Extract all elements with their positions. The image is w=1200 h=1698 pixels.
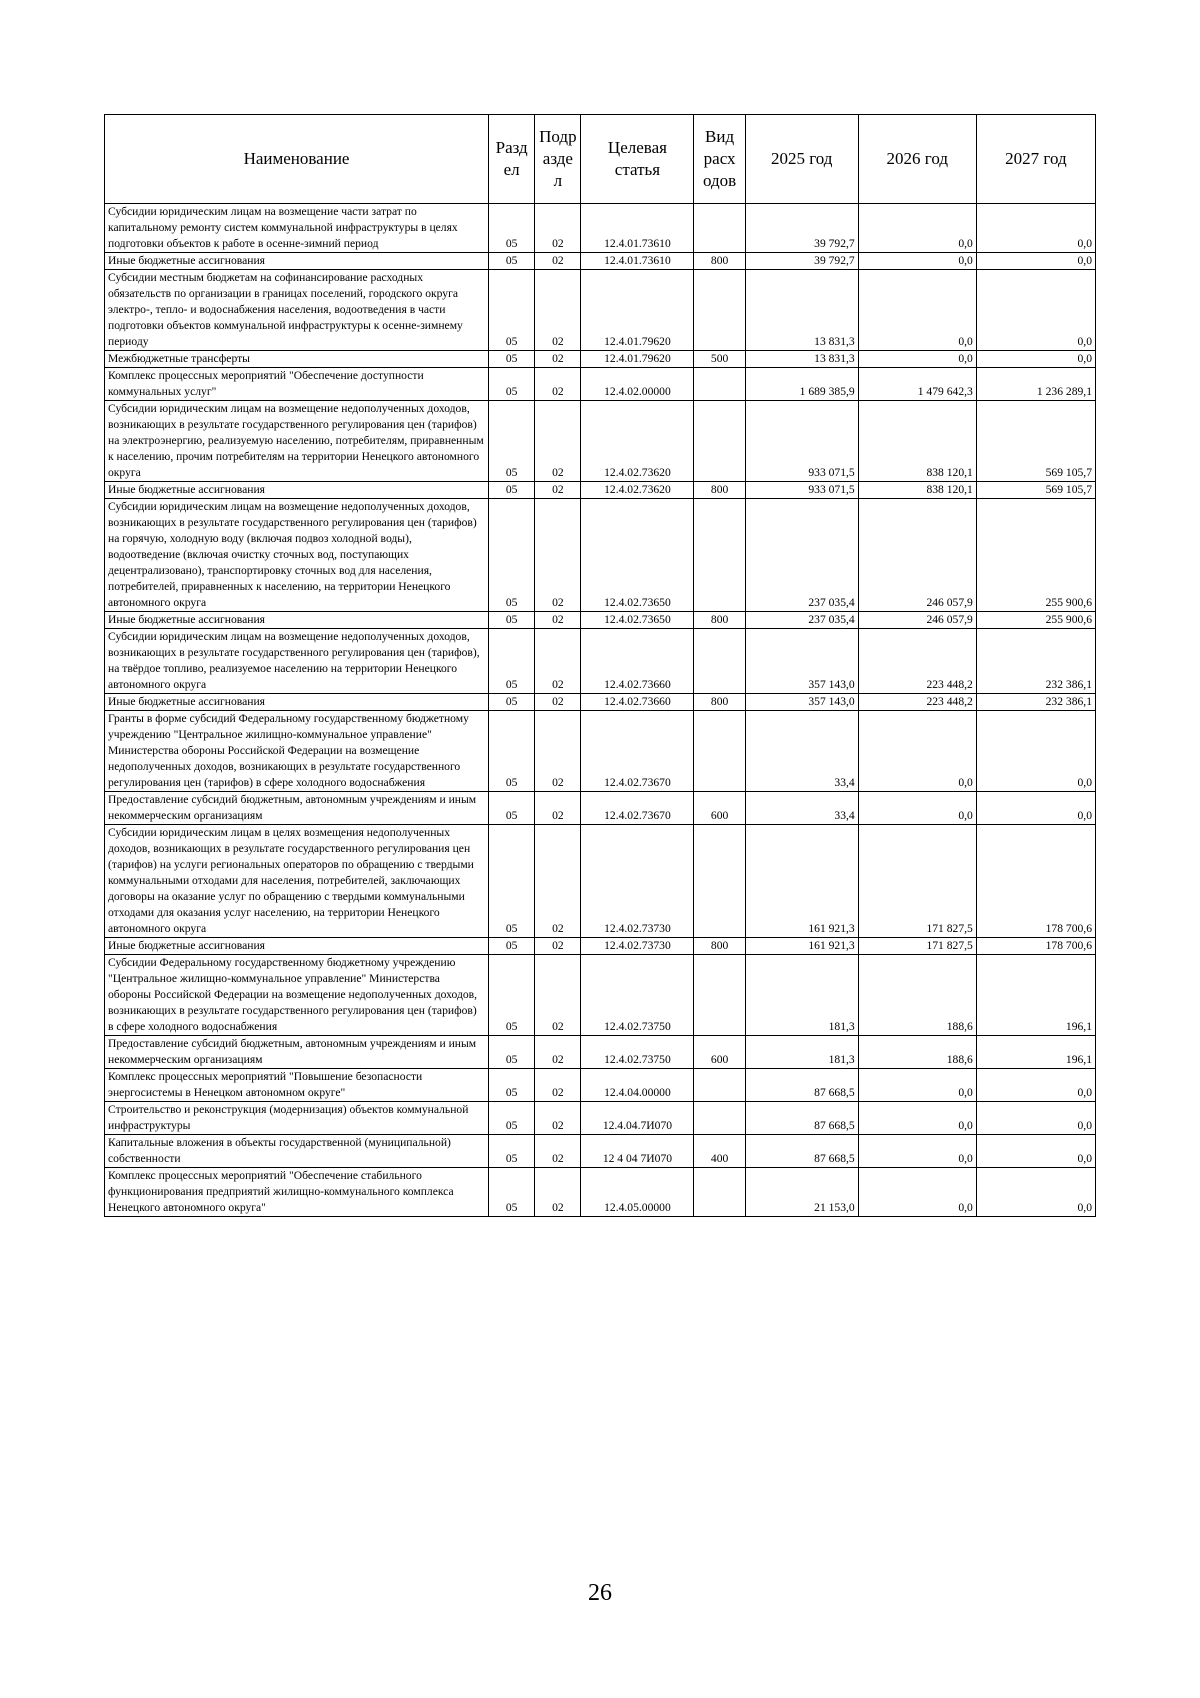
row-value-2025: 237 035,4 [745,499,858,612]
header-target-article: Целевая статья [581,115,694,204]
row-subsection: 02 [535,694,581,711]
row-name: Иные бюджетные ассигнования [105,253,489,270]
row-value-2027: 0,0 [976,1102,1095,1135]
row-expense-type [694,401,745,482]
row-value-2027: 0,0 [976,204,1095,253]
row-name: Субсидии юридическим лицам на возмещение недополученных доходов, возникающих в результате государственного регулирования цен (тарифов) на горячую, холодную воду (включая подвоз холодной воды), водоотведение (включая очистку сточных вод, поступающих децентрализовано), транспортировку сточных вод для населения, потребителей, приравненных к населению, на территории Ненецкого автономного округа [105,499,489,612]
row-value-2027: 0,0 [976,270,1095,351]
row-expense-type: 600 [694,792,745,825]
row-section: 05 [489,612,535,629]
table-row [105,825,1096,938]
row-subsection: 02 [535,938,581,955]
row-subsection: 02 [535,482,581,499]
table-row [105,368,1096,401]
row-name: Комплекс процессных мероприятий "Обеспечение стабильного функционирования предприятий жилищно-коммунального комплекса Ненецкого автономного округа" [105,1168,489,1217]
row-name: Предоставление субсидий бюджетным, автономным учреждениям и иным некоммерческим организациям [105,792,489,825]
row-section: 05 [489,825,535,938]
row-value-2026: 0,0 [858,204,976,253]
row-target-article: 12.4.01.73610 [581,253,694,270]
table-row [105,204,1096,253]
row-target-article: 12.4.02.73620 [581,482,694,499]
row-subsection: 02 [535,612,581,629]
row-value-2027: 0,0 [976,711,1095,792]
row-value-2025: 161 921,3 [745,938,858,955]
row-subsection: 02 [535,204,581,253]
row-value-2025: 39 792,7 [745,253,858,270]
row-value-2027: 196,1 [976,1036,1095,1069]
row-expense-type: 500 [694,351,745,368]
row-expense-type [694,711,745,792]
row-target-article: 12.4.02.73750 [581,1036,694,1069]
row-value-2027: 255 900,6 [976,612,1095,629]
header-subsection: Подр азде л [535,115,581,204]
row-value-2027: 232 386,1 [976,694,1095,711]
row-value-2027: 178 700,6 [976,825,1095,938]
row-expense-type: 800 [694,253,745,270]
header-year-2025: 2025 год [745,115,858,204]
row-section: 05 [489,482,535,499]
table-row [105,1168,1096,1217]
row-subsection: 02 [535,499,581,612]
row-value-2027: 0,0 [976,253,1095,270]
row-value-2026: 838 120,1 [858,401,976,482]
row-section: 05 [489,1135,535,1168]
row-subsection: 02 [535,1036,581,1069]
row-section: 05 [489,1069,535,1102]
row-section: 05 [489,711,535,792]
row-value-2027: 255 900,6 [976,499,1095,612]
row-value-2026: 0,0 [858,792,976,825]
row-subsection: 02 [535,1135,581,1168]
table-row [105,629,1096,694]
table-row [105,351,1096,368]
row-section: 05 [489,499,535,612]
row-name: Комплекс процессных мероприятий "Обеспечение доступности коммунальных услуг" [105,368,489,401]
row-value-2026: 188,6 [858,955,976,1036]
row-value-2025: 13 831,3 [745,270,858,351]
row-target-article: 12.4.01.79620 [581,270,694,351]
row-subsection: 02 [535,401,581,482]
row-expense-type [694,368,745,401]
row-target-article: 12.4.02.73650 [581,499,694,612]
row-value-2026: 246 057,9 [858,499,976,612]
row-section: 05 [489,401,535,482]
header-name: Наименование [105,115,489,204]
row-subsection: 02 [535,711,581,792]
row-name: Строительство и реконструкция (модернизация) объектов коммунальной инфраструктуры [105,1102,489,1135]
row-expense-type: 800 [694,612,745,629]
row-value-2026: 188,6 [858,1036,976,1069]
row-value-2026: 0,0 [858,1069,976,1102]
row-value-2026: 0,0 [858,270,976,351]
row-target-article: 12.4.02.73750 [581,955,694,1036]
table-row [105,711,1096,792]
row-name: Субсидии юридическим лицам на возмещение недополученных доходов, возникающих в результате государственного регулирования цен (тарифов) на электроэнергию, реализуемую населению, потребителям, приравненным к населению, прочим потребителям на территории Ненецкого автономного округа [105,401,489,482]
row-target-article: 12.4.02.73670 [581,711,694,792]
row-value-2026: 171 827,5 [858,938,976,955]
row-value-2025: 87 668,5 [745,1069,858,1102]
row-value-2027: 196,1 [976,955,1095,1036]
row-value-2025: 933 071,5 [745,401,858,482]
row-section: 05 [489,1168,535,1217]
row-value-2026: 0,0 [858,711,976,792]
table-row [105,792,1096,825]
row-target-article: 12.4.02.73650 [581,612,694,629]
row-expense-type [694,825,745,938]
row-value-2025: 33,4 [745,711,858,792]
row-name: Иные бюджетные ассигнования [105,482,489,499]
row-section: 05 [489,694,535,711]
row-value-2025: 13 831,3 [745,351,858,368]
row-expense-type [694,1069,745,1102]
row-section: 05 [489,955,535,1036]
row-expense-type [694,629,745,694]
row-value-2026: 0,0 [858,1135,976,1168]
row-value-2027: 569 105,7 [976,401,1095,482]
row-expense-type: 400 [694,1135,745,1168]
row-subsection: 02 [535,629,581,694]
row-section: 05 [489,1036,535,1069]
page-number: 26 [588,1580,612,1606]
row-value-2025: 237 035,4 [745,612,858,629]
row-subsection: 02 [535,1168,581,1217]
row-subsection: 02 [535,351,581,368]
table-row [105,253,1096,270]
row-expense-type [694,499,745,612]
row-target-article: 12.4.02.73660 [581,694,694,711]
row-name: Межбюджетные трансферты [105,351,489,368]
row-value-2025: 1 689 385,9 [745,368,858,401]
row-target-article: 12.4.02.73670 [581,792,694,825]
row-expense-type [694,270,745,351]
row-target-article: 12.4.02.73620 [581,401,694,482]
table-row [105,1102,1096,1135]
row-value-2027: 569 105,7 [976,482,1095,499]
row-value-2026: 0,0 [858,1102,976,1135]
row-target-article: 12.4.01.79620 [581,351,694,368]
row-subsection: 02 [535,1102,581,1135]
row-value-2027: 1 236 289,1 [976,368,1095,401]
row-subsection: 02 [535,368,581,401]
row-value-2025: 181,3 [745,955,858,1036]
row-value-2027: 232 386,1 [976,629,1095,694]
header-section: Разд ел [489,115,535,204]
row-target-article: 12.4.02.73730 [581,938,694,955]
table-row [105,401,1096,482]
row-value-2025: 87 668,5 [745,1135,858,1168]
row-target-article: 12.4.02.00000 [581,368,694,401]
table-header [105,115,1096,204]
table-row [105,499,1096,612]
row-name: Комплекс процессных мероприятий "Повышение безопасности энергосистемы в Ненецком автономном округе" [105,1069,489,1102]
row-section: 05 [489,368,535,401]
row-value-2025: 39 792,7 [745,204,858,253]
row-value-2026: 223 448,2 [858,694,976,711]
row-target-article: 12.4.05.00000 [581,1168,694,1217]
table-row [105,482,1096,499]
row-value-2025: 181,3 [745,1036,858,1069]
row-value-2027: 0,0 [976,1135,1095,1168]
row-expense-type: 800 [694,482,745,499]
row-name: Капитальные вложения в объекты государственной (муниципальной) собственности [105,1135,489,1168]
header-year-2027: 2027 год [976,115,1095,204]
row-value-2026: 171 827,5 [858,825,976,938]
header-year-2026: 2026 год [858,115,976,204]
row-value-2025: 87 668,5 [745,1102,858,1135]
row-value-2025: 33,4 [745,792,858,825]
row-value-2026: 0,0 [858,1168,976,1217]
row-value-2027: 0,0 [976,1168,1095,1217]
row-name: Иные бюджетные ассигнования [105,938,489,955]
table-row [105,270,1096,351]
row-name: Субсидии местным бюджетам на софинансирование расходных обязательств по организации в границах поселений, городского округа электро-, тепло- и водоснабжения населения, водоотведения в части подготовки объектов коммунальной инфраструктуры к осенне-зимнему периоду [105,270,489,351]
row-value-2026: 0,0 [858,253,976,270]
budget-sheet [104,114,1096,1217]
row-expense-type: 800 [694,694,745,711]
row-name: Субсидии Федеральному государственному бюджетному учреждению "Центральное жилищно-коммунальное управление" Министерства обороны Российской Федерации на возмещение недополученных доходов, возникающих в результате государственного регулирования цен (тарифов) в сфере холодного водоснабжения [105,955,489,1036]
row-expense-type: 600 [694,1036,745,1069]
row-expense-type [694,204,745,253]
row-expense-type [694,955,745,1036]
row-name: Субсидии юридическим лицам в целях возмещения недополученных доходов, возникающих в результате государственного регулирования цен (тарифов) на услуги региональных операторов по обращению с твердыми коммунальными отходами для населения, потребителей, заключающих договоры на оказание услуг по обращению с твердыми коммунальными отходами для оказания услуг населению, на территории Ненецкого автономного округа [105,825,489,938]
table-row [105,1069,1096,1102]
row-target-article: 12 4 04 7И070 [581,1135,694,1168]
table-row [105,612,1096,629]
row-value-2026: 838 120,1 [858,482,976,499]
row-value-2025: 357 143,0 [745,629,858,694]
row-value-2026: 0,0 [858,351,976,368]
row-subsection: 02 [535,825,581,938]
row-subsection: 02 [535,792,581,825]
row-value-2027: 0,0 [976,1069,1095,1102]
table-body [105,204,1096,1217]
row-name: Иные бюджетные ассигнования [105,612,489,629]
row-value-2027: 178 700,6 [976,938,1095,955]
row-value-2027: 0,0 [976,351,1095,368]
table-row [105,938,1096,955]
row-expense-type: 800 [694,938,745,955]
row-target-article: 12.4.02.73730 [581,825,694,938]
table-row [105,1036,1096,1069]
row-section: 05 [489,792,535,825]
row-subsection: 02 [535,955,581,1036]
row-target-article: 12.4.01.73610 [581,204,694,253]
row-target-article: 12.4.04.00000 [581,1069,694,1102]
row-name: Субсидии юридическим лицам на возмещение части затрат по капитальному ремонту систем коммунальной инфраструктуры в целях подготовки объектов к работе в осенне-зимний период [105,204,489,253]
row-value-2025: 161 921,3 [745,825,858,938]
row-target-article: 12.4.02.73660 [581,629,694,694]
row-value-2025: 357 143,0 [745,694,858,711]
row-value-2026: 1 479 642,3 [858,368,976,401]
row-expense-type [694,1168,745,1217]
row-section: 05 [489,1102,535,1135]
table-row [105,955,1096,1036]
row-subsection: 02 [535,253,581,270]
row-target-article: 12.4.04.7И070 [581,1102,694,1135]
table-row [105,694,1096,711]
row-expense-type [694,1102,745,1135]
row-section: 05 [489,351,535,368]
row-section: 05 [489,270,535,351]
row-value-2026: 246 057,9 [858,612,976,629]
row-value-2025: 21 153,0 [745,1168,858,1217]
row-section: 05 [489,204,535,253]
budget-table [104,114,1096,1217]
row-name: Предоставление субсидий бюджетным, автономным учреждениям и иным некоммерческим организациям [105,1036,489,1069]
row-name: Субсидии юридическим лицам на возмещение недополученных доходов, возникающих в результате государственного регулирования цен (тарифов), на твёрдое топливо, реализуемое населению на территории Ненецкого автономного округа [105,629,489,694]
row-value-2026: 223 448,2 [858,629,976,694]
header-expense-type: Вид расх одов [694,115,745,204]
row-value-2025: 933 071,5 [745,482,858,499]
table-row [105,1135,1096,1168]
row-value-2027: 0,0 [976,792,1095,825]
row-name: Иные бюджетные ассигнования [105,694,489,711]
row-name: Гранты в форме субсидий Федеральному государственному бюджетному учреждению "Центральное жилищно-коммунальное управление" Министерства обороны Российской Федерации на возмещение недополученных доходов, возникающих в результате государственного регулирования цен (тарифов) в сфере холодного водоснабжения [105,711,489,792]
row-subsection: 02 [535,270,581,351]
row-subsection: 02 [535,1069,581,1102]
row-section: 05 [489,629,535,694]
row-section: 05 [489,938,535,955]
row-section: 05 [489,253,535,270]
